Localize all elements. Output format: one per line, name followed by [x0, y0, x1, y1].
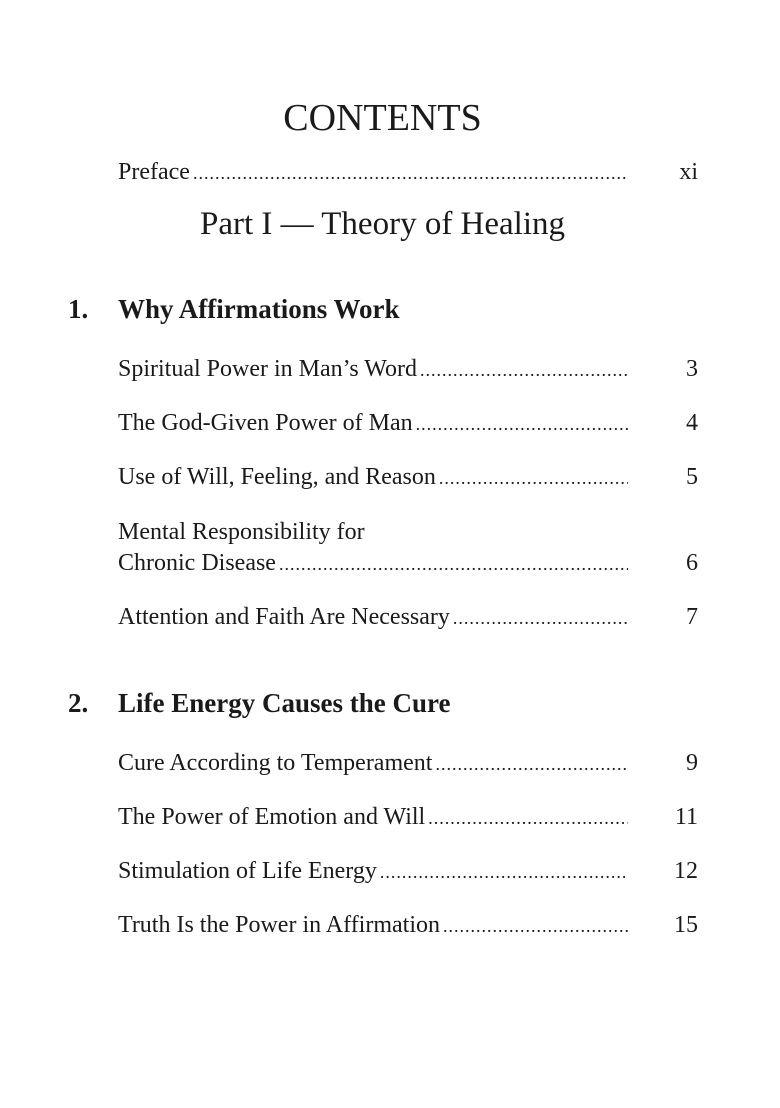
entry-page: 4 — [686, 410, 698, 436]
entry-page: 15 — [674, 912, 698, 938]
entry-page: 9 — [686, 750, 698, 776]
entry-page: 3 — [686, 356, 698, 382]
entry-label: Preface — [118, 159, 190, 185]
toc-entry[interactable] — [118, 407, 628, 440]
dot-leader — [380, 856, 628, 888]
entry-label: Use of Will, Feeling, and Reason — [118, 464, 436, 490]
entry-label: The Power of Emotion and Will — [118, 804, 426, 830]
contents-heading: CONTENTS — [283, 97, 482, 139]
toc-entry[interactable] — [118, 601, 628, 634]
dot-leader — [279, 548, 628, 580]
entry-page: xi — [679, 159, 698, 185]
toc-entry[interactable] — [118, 461, 628, 494]
entry-page: 5 — [686, 464, 698, 490]
chapter-title[interactable]: Why Affirmations Work — [118, 294, 400, 324]
chapter-number: 1. — [68, 294, 89, 324]
dot-leader — [443, 910, 628, 942]
dot-leader — [193, 157, 628, 189]
toc-entry[interactable] — [118, 801, 628, 834]
dot-leader — [453, 602, 628, 634]
dot-leader — [416, 408, 628, 440]
part-heading: Part I — Theory of Healing — [199, 206, 566, 242]
entry-page: 7 — [686, 604, 698, 630]
entry-page: 11 — [674, 804, 698, 830]
entry-label: Attention and Faith Are Necessary — [118, 604, 450, 630]
chapter-title[interactable]: Life Energy Causes the Cure — [118, 688, 451, 718]
toc-entry-preface[interactable] — [118, 156, 628, 189]
chapter-number: 2. — [68, 688, 89, 718]
dot-leader — [420, 354, 628, 386]
dot-leader — [435, 748, 628, 780]
entry-label: Truth Is the Power in Affirmation — [118, 912, 440, 938]
toc-entry[interactable] — [118, 547, 628, 580]
entry-label: Spiritual Power in Man’s Word — [118, 356, 417, 382]
entry-page: 12 — [674, 858, 698, 884]
toc-entry[interactable] — [118, 909, 628, 942]
entry-page: 6 — [686, 550, 698, 576]
dot-leader — [428, 802, 628, 834]
dot-leader — [439, 462, 628, 494]
entry-label-line1[interactable]: Mental Responsibility for — [118, 519, 365, 545]
toc-entry[interactable] — [118, 747, 628, 780]
entry-label: Stimulation of Life Energy — [118, 858, 377, 884]
toc-entry[interactable] — [118, 353, 628, 386]
toc-entry[interactable] — [118, 855, 628, 888]
entry-label: The God-Given Power of Man — [118, 410, 413, 436]
entry-label: Chronic Disease — [118, 550, 276, 576]
entry-label: Cure According to Temperament — [118, 750, 433, 776]
